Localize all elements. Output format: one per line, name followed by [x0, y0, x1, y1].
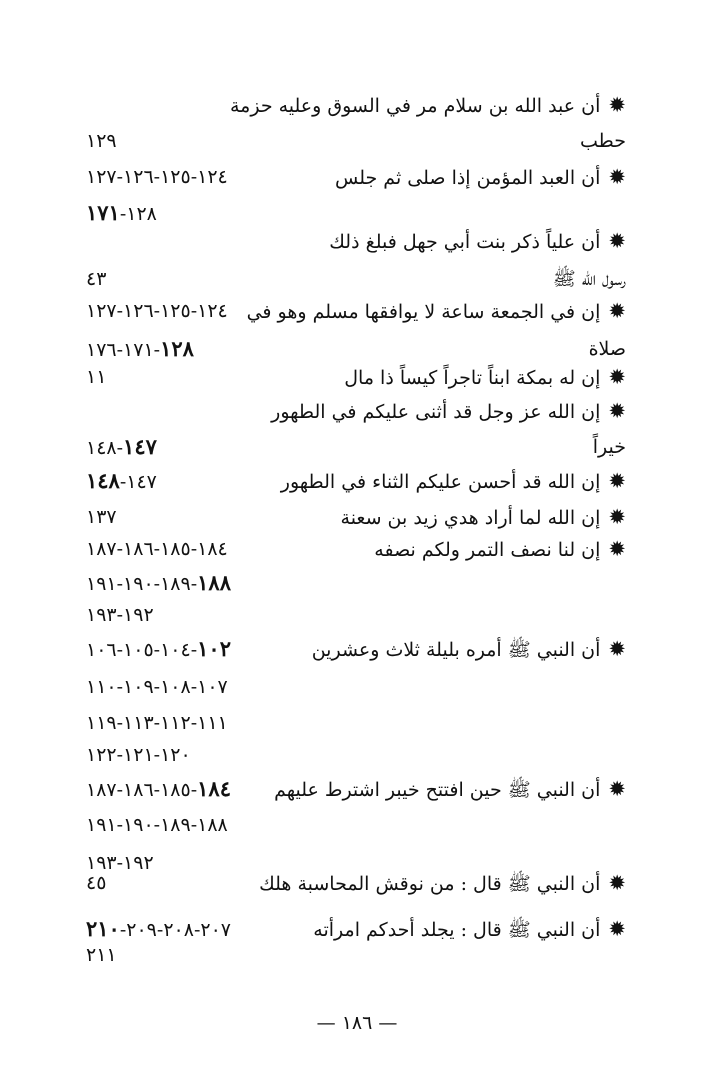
index-line: [86, 670, 626, 704]
page-refs: [86, 500, 117, 534]
page-ref: ٢١٠: [86, 916, 120, 941]
ref-separator: -: [153, 300, 161, 322]
page-refs: [86, 706, 228, 740]
ref-separator: -: [116, 744, 124, 766]
ref-separator: -: [116, 538, 124, 560]
entry-text: أن عبد الله بن سلام مر في السوق وعليه حزمة: [229, 95, 601, 117]
page-ref: ١٩١: [86, 573, 117, 595]
star-bullet-icon: ✹: [608, 469, 626, 493]
ref-separator: -: [190, 538, 198, 560]
page-refs: [86, 938, 117, 972]
page-ref: ١٢٢: [86, 744, 117, 766]
index-line: [86, 772, 626, 806]
star-bullet-icon: ✹: [608, 165, 626, 189]
page-refs: [86, 598, 154, 632]
index-line: [86, 224, 626, 258]
page-ref: ٤٥: [86, 872, 107, 894]
page-ref: ١٨٩: [160, 814, 191, 836]
page-ref: ٤٣: [86, 268, 107, 290]
page-ref: ١١١: [197, 712, 228, 734]
page-ref: ١٧٦: [86, 339, 117, 361]
entry-text: أن علياً ذكر بنت أبي جهل فبلغ ذلك: [329, 231, 601, 253]
star-bullet-icon: ✹: [608, 93, 626, 117]
ref-separator: -: [116, 166, 124, 188]
page-ref: ١٩٣: [86, 852, 117, 874]
entry-text: أن النبي ﷺ قال : يجلد أحدكم امرأته: [313, 919, 601, 941]
page-ref: ١٩٣: [86, 604, 117, 626]
page-ref: ١٨٦: [123, 779, 154, 801]
page-ref: ٢٠٩: [126, 919, 157, 941]
page-ref: ١٩١: [86, 814, 117, 836]
page-refs: [86, 738, 191, 772]
index-entry: [247, 294, 626, 329]
index-entry: [335, 160, 626, 195]
page-ref: ١٢٠: [160, 744, 191, 766]
ref-separator: -: [153, 814, 161, 836]
entry-text: إن لنا نصف التمر ولكم نصفه: [374, 539, 601, 561]
ref-separator: -: [153, 744, 161, 766]
ref-separator: -: [190, 639, 198, 661]
index-line: [86, 706, 626, 740]
index-entry: [271, 394, 626, 429]
page-refs: [86, 160, 228, 194]
ref-separator: -: [116, 779, 124, 801]
page-ref: ١٠٨: [160, 676, 191, 698]
entry-text: أن النبي ﷺ قال : من نوقش المحاسبة هلك: [259, 873, 601, 895]
ref-separator: -: [190, 573, 198, 595]
page-ref: ١٤٧: [123, 434, 157, 459]
ref-separator: -: [116, 437, 124, 459]
page-refs: [86, 772, 231, 807]
page-ref: ١٨٦: [123, 538, 154, 560]
ref-separator: -: [116, 852, 124, 874]
page-refs: [86, 632, 231, 667]
entry-continuation: صلاة: [588, 338, 626, 360]
index-line: [86, 262, 626, 296]
ref-separator: -: [116, 300, 124, 322]
ref-separator: -: [190, 779, 198, 801]
index-line: [86, 808, 626, 842]
page-ref: ١٢٦: [123, 166, 154, 188]
index-line: [86, 938, 626, 972]
index-entry: [341, 500, 626, 535]
page-ref: ١٩٢: [123, 852, 154, 874]
index-entry: [374, 532, 626, 567]
star-bullet-icon: ✹: [608, 637, 626, 661]
index-entry: [274, 772, 626, 807]
ref-separator: -: [153, 166, 161, 188]
page-ref: ١٧١: [86, 200, 120, 225]
ref-separator: -: [119, 919, 127, 941]
page-ref: ١٤٨: [86, 437, 117, 459]
page-refs: [86, 124, 117, 158]
ref-separator: -: [153, 639, 161, 661]
entry-continuation: رسول الله ﷺ: [552, 268, 626, 290]
page-ref: ١٧١: [123, 339, 154, 361]
page-ref: ١٠٥: [123, 639, 154, 661]
page-ref: ١٠٤: [160, 639, 191, 661]
page-ref: ١٤٧: [126, 471, 157, 493]
star-bullet-icon: ✹: [608, 399, 626, 423]
page-ref: ١٠٢: [197, 636, 231, 661]
ref-separator: -: [116, 814, 124, 836]
ref-separator: -: [190, 300, 198, 322]
index-line: [86, 738, 626, 772]
page-ref: ١٢٤: [197, 300, 228, 322]
page-refs: [86, 566, 231, 601]
ref-separator: -: [153, 676, 161, 698]
index-line: [86, 394, 626, 428]
index-line: [86, 88, 626, 122]
page-ref: ١٢٥: [160, 300, 191, 322]
index-entry: [329, 224, 626, 259]
page-refs: [86, 532, 228, 566]
page-ref: ١١٩: [86, 712, 117, 734]
page-ref: ١٣٧: [86, 506, 117, 528]
page-ref: ١٢٧: [86, 166, 117, 188]
page-ref: ١٨٧: [86, 779, 117, 801]
index-entry: [230, 88, 626, 123]
ref-separator: -: [190, 166, 198, 188]
page-ref: ١٢٤: [197, 166, 228, 188]
ref-separator: -: [153, 779, 161, 801]
page-ref: ١٨٥: [160, 538, 191, 560]
page-refs: [86, 262, 106, 296]
ref-separator: -: [190, 676, 198, 698]
page-ref: ١٢٨: [160, 336, 194, 361]
entry-text: أن العبد المؤمن إذا صلى ثم جلس: [335, 167, 601, 189]
page-number: — ١٨٦ —: [316, 1012, 398, 1034]
page-refs: [86, 360, 106, 394]
index-line: [86, 866, 626, 900]
page-ref: ١٨٨: [197, 570, 231, 595]
page-refs: [86, 670, 228, 704]
index-line: [86, 360, 626, 394]
index-entry: [259, 866, 626, 901]
page-refs: [86, 464, 157, 499]
entry-continuation: حطب: [580, 130, 626, 152]
page-ref: ١٠٧: [197, 676, 228, 698]
page-ref: ١٨٧: [86, 538, 117, 560]
star-bullet-icon: ✹: [608, 777, 626, 801]
index-line: [86, 294, 626, 328]
page-refs: [86, 294, 228, 328]
page-ref: ١٨٤: [197, 776, 231, 801]
page-ref: ١٠٦: [86, 639, 117, 661]
ref-separator: -: [153, 339, 161, 361]
entry-text: إن الله عز وجل قد أثنى عليكم في الطهور: [271, 401, 601, 423]
star-bullet-icon: ✹: [608, 505, 626, 529]
star-bullet-icon: ✹: [608, 537, 626, 561]
ref-separator: -: [119, 203, 127, 225]
page-refs: [86, 808, 228, 842]
ref-separator: -: [153, 712, 161, 734]
index-line: [86, 124, 626, 158]
page-ref: ١٢٩: [86, 130, 117, 152]
index-line: [86, 598, 626, 632]
entry-text: إن له بمكة ابناً تاجراً كيساً ذا مال: [344, 367, 601, 389]
page-ref: ٢٠٧: [200, 919, 231, 941]
page-ref: ١١٢: [160, 712, 191, 734]
entry-text: أن النبي ﷺ أمره بليلة ثلاث وعشرين: [311, 639, 601, 661]
page-ref: ١٨٨: [197, 814, 228, 836]
page-ref: ١٤٨: [86, 468, 120, 493]
page-refs: [86, 430, 157, 465]
index-line: [86, 632, 626, 666]
page-ref: ٢٠٨: [163, 919, 194, 941]
ref-separator: -: [116, 639, 124, 661]
page-refs: [86, 866, 106, 900]
index-entry: [344, 360, 626, 395]
page-ref: ١٢١: [123, 744, 154, 766]
star-bullet-icon: ✹: [608, 229, 626, 253]
index-line: [86, 430, 626, 464]
star-bullet-icon: ✹: [608, 365, 626, 389]
page-ref: ١١٠: [86, 676, 117, 698]
page-ref: ١١: [86, 366, 107, 388]
index-entry: [312, 632, 626, 667]
ref-separator: -: [156, 919, 164, 941]
index-line: [86, 500, 626, 534]
entry-text: إن في الجمعة ساعة لا يوافقها مسلم وهو في: [246, 301, 601, 323]
ref-separator: -: [153, 573, 161, 595]
page-ref: ١٢٦: [123, 300, 154, 322]
star-bullet-icon: ✹: [608, 871, 626, 895]
index-entry: [281, 464, 626, 499]
index-line: [86, 532, 626, 566]
ref-separator: -: [190, 814, 198, 836]
index-line: [86, 160, 626, 194]
page-ref: ١٠٩: [123, 676, 154, 698]
ref-separator: -: [153, 538, 161, 560]
page-ref: ١٢٧: [86, 300, 117, 322]
ref-separator: -: [119, 471, 127, 493]
ref-separator: -: [193, 919, 201, 941]
entry-text: إن الله لما أراد هدي زيد بن سعنة: [340, 507, 601, 529]
page-ref: ١٢٥: [160, 166, 191, 188]
index-line: [86, 464, 626, 498]
ref-separator: -: [116, 339, 124, 361]
ref-separator: -: [116, 604, 124, 626]
entry-text: إن الله قد أحسن عليكم الثناء في الطهور: [280, 471, 601, 493]
star-bullet-icon: ✹: [608, 917, 626, 941]
page-ref: ٢١١: [86, 944, 117, 966]
index-line: [86, 566, 626, 600]
entry-continuation: خيراً: [592, 436, 626, 458]
entry-text: أن النبي ﷺ حين افتتح خيبر اشترط عليهم: [274, 779, 601, 801]
page-ref: ١٢٨: [126, 203, 157, 225]
page-ref: ١١٣: [123, 712, 154, 734]
page-ref: ١٨٤: [197, 538, 228, 560]
page-ref: ١٨٥: [160, 779, 191, 801]
page-ref: ١٩٠: [123, 573, 154, 595]
ref-separator: -: [116, 573, 124, 595]
ref-separator: -: [116, 712, 124, 734]
page-ref: ١٩٢: [123, 604, 154, 626]
star-bullet-icon: ✹: [608, 299, 626, 323]
ref-separator: -: [190, 712, 198, 734]
ref-separator: -: [116, 676, 124, 698]
page-ref: ١٨٩: [160, 573, 191, 595]
page-ref: ١٩٠: [123, 814, 154, 836]
